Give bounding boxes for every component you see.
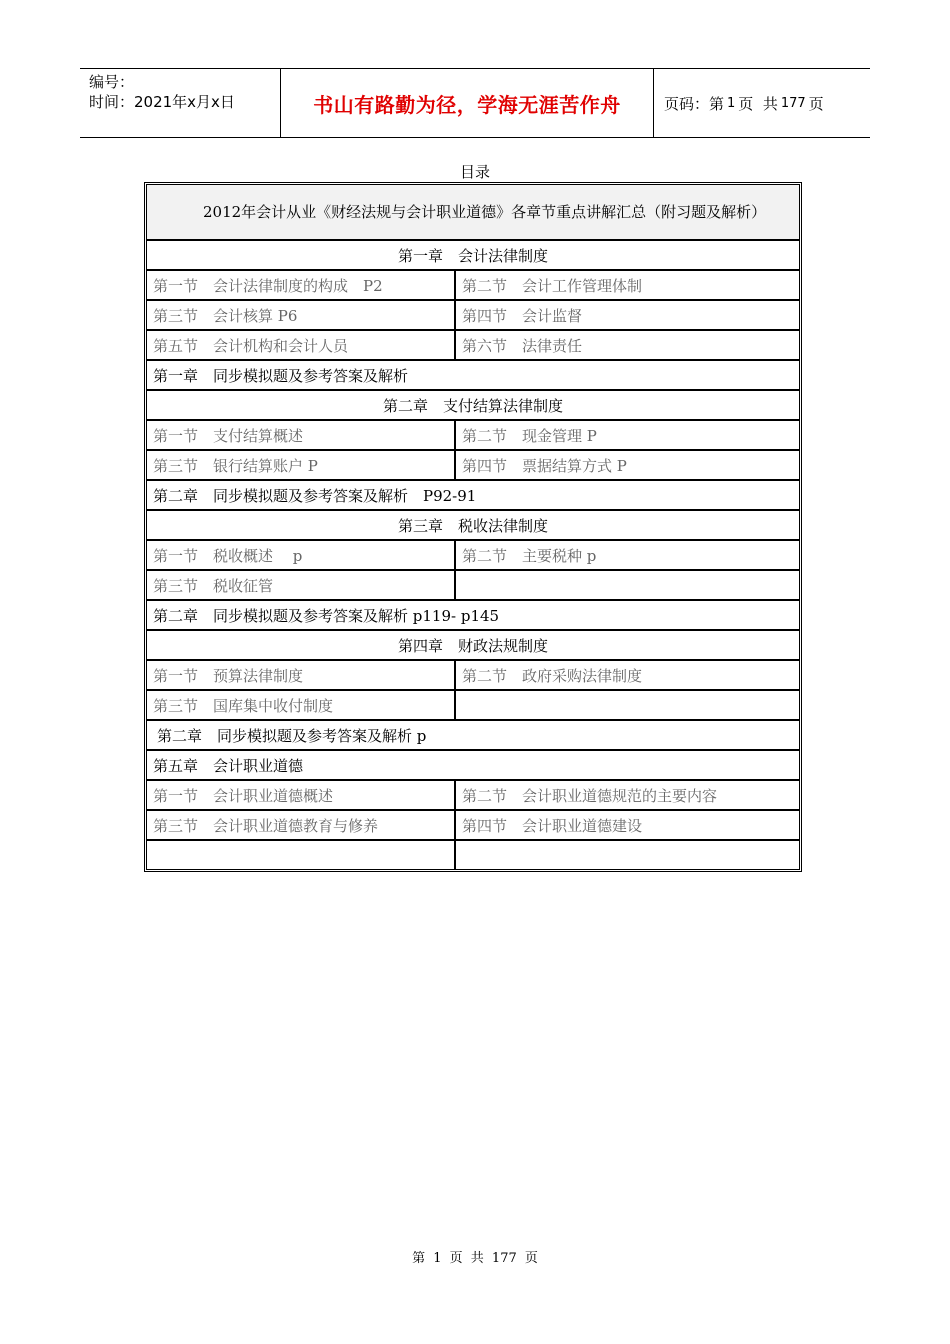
toc-ch4-section-3[interactable]: 第三节 国库集中收付制度 xyxy=(146,690,455,720)
toc-doc-title[interactable]: 2012年会计从业《财经法规与会计职业道德》各章节重点讲解汇总（附习题及解析） xyxy=(146,184,800,240)
toc-ch5-section-4[interactable]: 第四节 会计职业道德建设 xyxy=(455,810,800,840)
toc-empty-cell xyxy=(455,690,800,720)
toc-chapter-2[interactable]: 第二章 支付结算法律制度 xyxy=(146,390,800,420)
page-label: 页码：第 xyxy=(664,94,725,113)
toc-ch1-section-4[interactable]: 第四节 会计监督 xyxy=(455,300,800,330)
toc-ch3-section-3[interactable]: 第三节 税收征管 xyxy=(146,570,455,600)
toc-ch5-section-1[interactable]: 第一节 会计职业道德概述 xyxy=(146,780,455,810)
toc-ch5-section-3[interactable]: 第三节 会计职业道德教育与修养 xyxy=(146,810,455,840)
toc-ch4-exercise[interactable]: 第二章 同步模拟题及参考答案及解析 p xyxy=(146,720,800,750)
toc-ch3-section-1[interactable]: 第一节 税收概述 p xyxy=(146,540,455,570)
toc-ch1-section-5[interactable]: 第五节 会计机构和会计人员 xyxy=(146,330,455,360)
page-total: 177 xyxy=(780,95,806,111)
page-mid-label: 页 共 xyxy=(738,94,778,113)
toc-chapter-4[interactable]: 第四章 财政法规制度 xyxy=(146,630,800,660)
toc-empty-cell xyxy=(146,840,455,870)
toc-empty-cell xyxy=(455,840,800,870)
toc-heading: 目录 xyxy=(459,163,490,181)
toc-ch2-exercise[interactable]: 第二章 同步模拟题及参考答案及解析 P92-91 xyxy=(146,480,800,510)
toc-ch1-section-3[interactable]: 第三节 会计核算 P6 xyxy=(146,300,455,330)
header-meta xyxy=(80,69,280,137)
serial-label: 编号： xyxy=(89,73,135,91)
toc-ch2-section-1[interactable]: 第一节 支付结算概述 xyxy=(146,420,455,450)
page-footer: 第 1 页 共 177 页 xyxy=(412,1251,538,1266)
toc-chapter-1[interactable]: 第一章 会计法律制度 xyxy=(146,240,800,270)
toc-ch5-section-2[interactable]: 第二节 会计职业道德规范的主要内容 xyxy=(455,780,800,810)
toc-ch3-exercise[interactable]: 第二章 同步模拟题及参考答案及解析 p119- p145 xyxy=(146,600,800,630)
toc-ch2-section-4[interactable]: 第四节 票据结算方式 P xyxy=(455,450,800,480)
header-motto: 书山有路勤为径，学海无涯苦作舟 xyxy=(280,69,654,137)
toc-ch1-section-1[interactable]: 第一节 会计法律制度的构成 P2 xyxy=(146,270,455,300)
toc-chapter-3[interactable]: 第三章 税收法律制度 xyxy=(146,510,800,540)
toc-table xyxy=(144,182,802,872)
page-number: 1 xyxy=(727,95,736,111)
toc-ch4-section-2[interactable]: 第二节 政府采购法律制度 xyxy=(455,660,800,690)
toc-ch4-section-1[interactable]: 第一节 预算法律制度 xyxy=(146,660,455,690)
toc-ch1-exercise[interactable]: 第一章 同步模拟题及参考答案及解析 xyxy=(146,360,800,390)
document-header xyxy=(80,68,870,138)
toc-ch1-section-6[interactable]: 第六节 法律责任 xyxy=(455,330,800,360)
header-page-info xyxy=(654,69,870,137)
toc-ch2-section-2[interactable]: 第二节 现金管理 P xyxy=(455,420,800,450)
toc-ch3-section-2[interactable]: 第二节 主要税种 p xyxy=(455,540,800,570)
page-end-label: 页 xyxy=(808,94,824,113)
toc-ch2-section-3[interactable]: 第三节 银行结算账户 P xyxy=(146,450,455,480)
toc-ch1-section-2[interactable]: 第二节 会计工作管理体制 xyxy=(455,270,800,300)
toc-chapter-5[interactable]: 第五章 会计职业道德 xyxy=(146,750,800,780)
toc-empty-cell xyxy=(455,570,800,600)
time-label: 时间：2021年x月x日 xyxy=(89,93,235,111)
